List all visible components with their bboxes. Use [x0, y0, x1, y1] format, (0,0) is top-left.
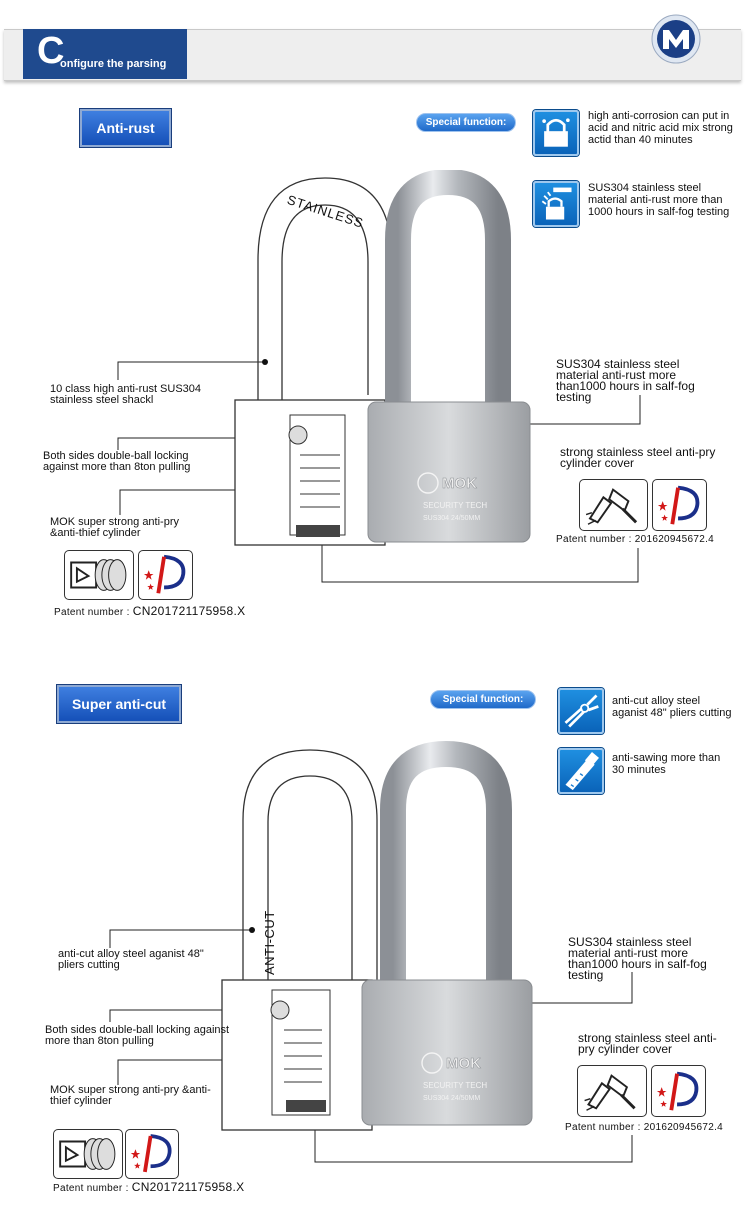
callout-double-ball: Both sides double-ball locking against more than 8ton pulling: [43, 450, 191, 473]
anti-pry-badge-icon: [579, 479, 648, 531]
feature-text: high anti-corrosion can put in acid and nitric acid mix strong actid than 40 minutes: [588, 110, 733, 146]
mok-logo-icon: [651, 14, 701, 64]
title-initial: C: [37, 30, 65, 72]
callout-cylinder-cover: strong stainless steel anti-pry cylinder cover: [578, 1031, 717, 1056]
feature-text: anti-cut alloy steel aganist 48" pliers cutting: [612, 695, 732, 719]
callout-cylinder: MOK super strong anti-pry &anti-thief cylinder: [50, 1084, 211, 1107]
special-function-label: Special function:: [442, 694, 524, 705]
acid-lock-icon: [533, 110, 579, 156]
section-button-label: Anti-rust: [96, 120, 155, 136]
lock-engraving-text: SUS304 24/50MM: [423, 1095, 481, 1102]
patent-label: Patent number :: [556, 534, 632, 545]
section-button-label: Super anti-cut: [71, 696, 167, 712]
callout-shackle: 10 class high anti-rust SUS304 stainless steel shackl: [50, 383, 202, 406]
saw-icon: [558, 748, 604, 794]
lock-brand-text: MOK: [442, 475, 477, 492]
callout-body-material: SUS304 stainless steel material anti-rust more than1000 hours in salf-fog testing: [568, 935, 707, 982]
callout-body-material: SUS304 stainless steel material anti-rust more than1000 hours in salf-fog testing: [556, 357, 695, 404]
section-button-super-anti-cut[interactable]: [57, 685, 181, 723]
special-function-pill: [430, 690, 536, 709]
padlock-cutaway-illustration: [230, 170, 550, 560]
feature-text: SUS304 stainless steel material anti-rust more than 1000 hours in salf-fog testing: [588, 182, 730, 218]
feature-text: anti-sawing more than 30 minutes: [612, 752, 721, 776]
callout-cylinder-cover: strong stainless steel anti-pry cylinder cover: [560, 445, 716, 470]
callout-double-ball: Both sides double-ball locking against more than 8ton pulling: [45, 1024, 230, 1047]
patent-logo-icon: [651, 1065, 706, 1117]
lock-engraving-text: SECURITY TECH: [423, 1081, 488, 1090]
patent-value: CN201721175958.X: [131, 1180, 245, 1194]
patent-number-left: [53, 1180, 244, 1194]
special-function-label: Special function:: [425, 117, 507, 128]
patent-logo-icon: [652, 479, 707, 531]
patent-number-left: [54, 604, 245, 618]
callout-cylinder: MOK super strong anti-pry &anti-thief cylinder: [50, 516, 179, 539]
patent-number-right: [556, 534, 714, 545]
cylinder-keys-badge-icon: [53, 1129, 123, 1179]
page-title: [23, 29, 187, 79]
title-rest: onfigure the parsing: [60, 58, 167, 70]
anti-pry-badge-icon: [577, 1065, 647, 1117]
shackle-label: ANTI-CUT: [262, 910, 277, 975]
patent-logo-icon: [125, 1129, 179, 1179]
padlock-cutaway-illustration: [210, 740, 540, 1140]
patent-number-right: [565, 1122, 723, 1133]
patent-logo-icon: [138, 550, 193, 600]
callout-anti-cut: anti-cut alloy steel aganist 48" pliers cutting: [58, 948, 204, 971]
special-function-pill: [416, 113, 516, 132]
lock-engraving-text: SUS304 24/50MM: [423, 515, 481, 522]
patent-label: Patent number :: [53, 1183, 129, 1194]
patent-value: 201620945672.4: [634, 534, 715, 545]
cylinder-keys-badge-icon: [64, 550, 134, 600]
pliers-icon: [558, 688, 604, 734]
patent-label: Patent number :: [54, 607, 130, 618]
patent-value: 201620945672.4: [643, 1122, 724, 1133]
shackle-label: STAINLESS: [285, 192, 366, 231]
lock-engraving-text: SECURITY TECH: [423, 501, 488, 510]
patent-value: CN201721175958.X: [132, 604, 246, 618]
patent-label: Patent number :: [565, 1122, 641, 1133]
section-button-anti-rust[interactable]: [80, 109, 171, 147]
lock-brand-text: MOK: [446, 1055, 481, 1072]
